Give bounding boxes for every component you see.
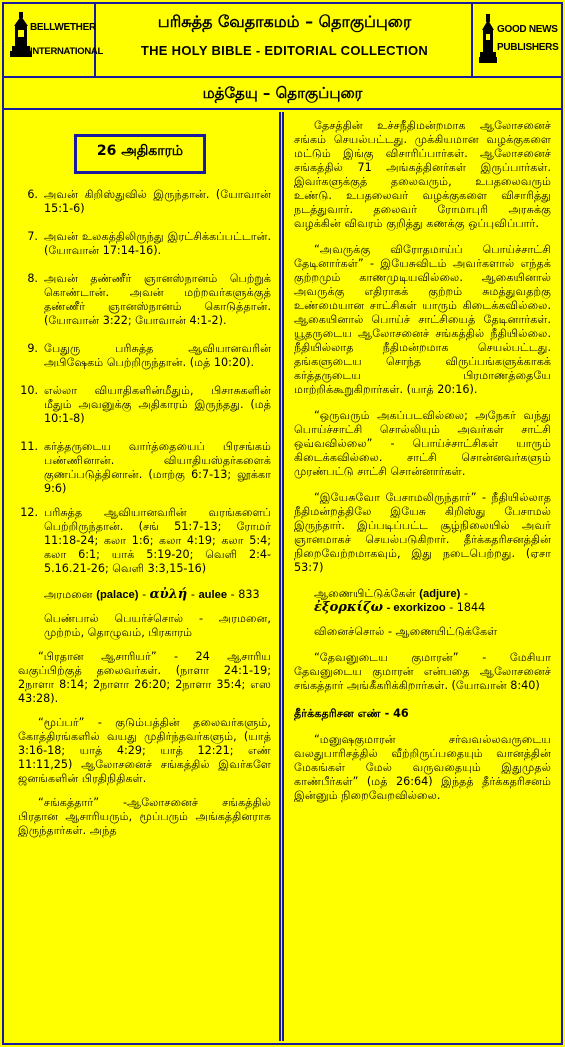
word-english: (adjure) (419, 588, 461, 600)
list-item-number: 9. (27, 342, 38, 355)
paragraph: தேசத்தின் உச்சநீதிமன்றமாக ஆலோசனைச் சங்கம் செயல்பட்டது. முக்கியமான வழக்குகளை மட்டும் இங்கு விசாரிப்பார்கள். ஆலோசனைச் சங்கத்தில் 71 அங்கத்தினர்கள் இருப்பார்கள். இவர்களுக்குத் தலைவரும், உபதலைவரும் உண்டு. உபதலைவர் வழக்குகளை விசாரித்து நடத்துவார். தலைவர் ரோமாபுரி அரசுக்கு வழக்கின் விவரம் குறித்து கணக்கு ஒப்புவிப்பார். (294, 119, 551, 230)
strongs-number: - 1844 (449, 601, 486, 614)
paragraph: “தேவனுடைய குமாரன்” - மேசியா தேவனுடைய குமாரன் என்பதை ஆலோசனைச் சங்கத்தார் அங்கீகரிக்கிறார்கள். (யோவான் 8:40) (294, 651, 551, 692)
word-study-adjure (294, 587, 551, 615)
word-greek: αὐλή (149, 587, 188, 602)
paragraph: “பிரதான ஆசாரியர்” - 24 ஆசாரிய வகுப்பிற்குத் தலைவர்கள். (நாளா 24:1-19; 2நாளா 8:14; 2நாளா 26:20; 2நாளா 35:4; எஸ 43:28). (18, 650, 271, 705)
list-item-number: 10. (20, 384, 38, 397)
right-column (284, 112, 561, 1041)
word-tamil: அரமனை (44, 588, 93, 601)
header (2, 2, 563, 78)
word-greek: ἐξορκίζω (314, 600, 384, 615)
list-item-number: 7. (27, 230, 38, 243)
paragraph: “அவருக்கு விரோதமாய்ப் பொய்ச்சாட்சி தேடினார்கள்” - இயேசுவிடம் அவர்களால் எந்தக் குற்றமும் காணமுடியவில்லை. ஆகையினால் அவருக்கு எதிராகக் குற்றம் சுமத்துவதற்கு உண்மையான சாட்சிகள் யாரும் கிடைக்கவில்லை. ஆகையினால் பொய்ச் சாட்சியைத் தேடினார்கள். யூதருடைய ஆலோசனைச் சங்கத்தில் நீதியில்லை. நீதியில்லாத நீதிமன்றமாக செயல்பட்டது. தங்களுடைய சொந்த விருப்பங்களுக்காகக் கர்த்தருடைய பிரமாணத்தையே மாற்றிக்கூறுகிறார்கள். (யாத் 20:16). (294, 243, 551, 396)
good-news-logo (471, 2, 563, 76)
list-item-text: பேதுரு பரிசுத்த ஆவியானவரின் அபிஷேகம் பெற்றிருந்தான். (மத் 10:20). (44, 342, 271, 369)
list-item (18, 440, 271, 496)
tower-icon (479, 14, 497, 64)
left-column (4, 112, 279, 1041)
bellwether-logo (2, 2, 103, 76)
strongs-number: - 833 (230, 588, 260, 601)
list-item-number: 6. (27, 188, 38, 201)
word-dash: - (190, 588, 195, 601)
list-item-number: 11. (20, 440, 38, 453)
paragraph: “ஒருவரும் அகப்படவில்லை; அநேகர் வந்து பொய்ச்சாட்சி சொல்லியும் அவர்கள் சாட்சி ஒவ்வவில்லை” - பொய்ச்சாட்சிகள் யாரும் கிடைக்கவில்லை. சாட்சி சொன்னவர்களும் முரண்பட்டு சாட்சி சொன்னார்கள். (294, 409, 551, 478)
list-item-text: பரிசுத்த ஆவியானவரின் வரங்களைப் பெற்றிருந்தான். (சங் 51:7-13; ரோமர் 11:18-24; கலா 1:6; கலா 4:19; கலா 5:4; கலா 6:1; யாக் 5:19-20; வெளி 2:4-5.16.21-26; வெளி 3:3,15-16) (44, 506, 271, 575)
title-english: THE HOLY BIBLE - EDITORIAL COLLECTION (140, 43, 429, 58)
header-title-block (100, 2, 469, 76)
logo-right-line2: PUBLISHERS (497, 42, 559, 53)
word-note: பெண்பால் பெயர்ச்சொல் - அரமனை, முற்றம், தொழுவம், பிரகாரம் (44, 612, 271, 639)
paragraph: “மூப்பர்” - குடும்பத்தின் தலைவர்களும், கோத்திரங்களில் வயது முதிர்ந்தவர்களும், (யாத் 3:16-18; யாத் 4:29; யாத் 12:21; எண் 11:11,25) ஆலோசனைச் சங்கத்தில் இவர்களே ஜனங்களின் பிரதிநிதிகள். (18, 716, 271, 785)
word-dash: - (463, 587, 468, 600)
word-dash: - (142, 588, 147, 601)
word-transliteration: - exorkizoo (386, 602, 446, 614)
list-item-number: 12. (20, 506, 38, 519)
list-item (18, 230, 271, 258)
logo-left-line1: BELLWETHER (30, 22, 96, 33)
list-item-text: அவன் தண்ணீர் ஞானஸ்நானம் பெற்றுக் கொண்டான். அவன் மற்றவர்களுக்குத் தண்ணீர் ஞானஸ்நானம் கொடுத்தான். (யோவான் 3:22; யோவான் 4:1-2). (44, 272, 271, 327)
chapter-heading: 26 அதிகாரம் (74, 134, 206, 174)
title-tamil: பரிசுத்த வேதாகமம் – தொகுப்புரை (157, 12, 412, 31)
section-subtitle: மத்தேயு – தொகுப்புரை (2, 78, 563, 110)
numbered-list (18, 188, 271, 576)
list-item-text: எல்லா வியாதிகளின்மீதும், பிசாசுகளின் மீதும் அவனுக்கு அதிகாரம் இருந்தது. (மத் 10:1-8) (44, 384, 271, 425)
list-item (18, 506, 271, 576)
list-item-number: 8. (27, 272, 38, 285)
word-transliteration: aulee (198, 589, 228, 601)
logo-right-line1: GOOD NEWS (497, 24, 558, 35)
word-english: (palace) (96, 589, 139, 601)
list-item (18, 272, 271, 328)
bell-tower-icon (10, 12, 32, 58)
paragraph: “இயேசுவோ பேசாமலிருந்தார்” - நீதியில்லாத நீதிமன்றத்திலே இயேசு கிறிஸ்து பேசாமல் இருந்தார். இப்படிப்பட்ட சூழ்நிலையில் அவர் ஞானமாகச் செயல்படுகிறார். தீர்க்கதரிசனத்தின் நிறைவேற்றமாகவும், இது நடைபெற்றது. (ஏசா 53:7) (294, 491, 551, 574)
list-item-text: அவன் உலகத்திலிருந்து இரட்சிக்கப்பட்டான். (யோவான் 17:14-16). (44, 230, 271, 257)
list-item (18, 342, 271, 370)
word-note: வினைச்சொல் - ஆணையிட்டுக்கேள் (314, 625, 498, 638)
word-study-palace (44, 588, 271, 602)
list-item-text: அவன் கிறிஸ்துவில் இருந்தான். (யோவான் 15:1-6) (44, 188, 271, 215)
prophecy-heading: தீர்க்கதரிசன எண் - 46 (294, 707, 409, 720)
list-item (18, 188, 271, 216)
logo-left-line2: INTERNATIONAL (30, 46, 103, 57)
paragraph: “மனுஷகுமாரன் சர்வவல்லவருடைய வலதுபாரிசத்தில் வீற்றிருப்பதையும் வானத்தின் மேகங்கள் மேல் வருவதையும் இதுமுதல் காண்பீர்கள்” (மத் 26:64) இந்தத் தீர்க்கதரிசனம் இன்னும் நிறைவேறவில்லை. (294, 733, 551, 802)
list-item (18, 384, 271, 426)
word-tamil: ஆணையிட்டுக்கேள் (314, 587, 416, 600)
paragraph: “சங்கத்தார்” -ஆலோசனைச் சங்கத்தில் பிரதான ஆசாரியரும், மூப்பரும் அங்கத்தினராக இருந்தார்கள். அந்த (18, 796, 271, 837)
list-item-text: கர்த்தருடைய வார்த்தையைப் பிரசங்கம் பண்ணினான். வியாதியஸ்தர்களைக் குணப்படுத்தினான். (மாற்கு 6:7-13; லூக்கா 9:6) (44, 440, 271, 495)
